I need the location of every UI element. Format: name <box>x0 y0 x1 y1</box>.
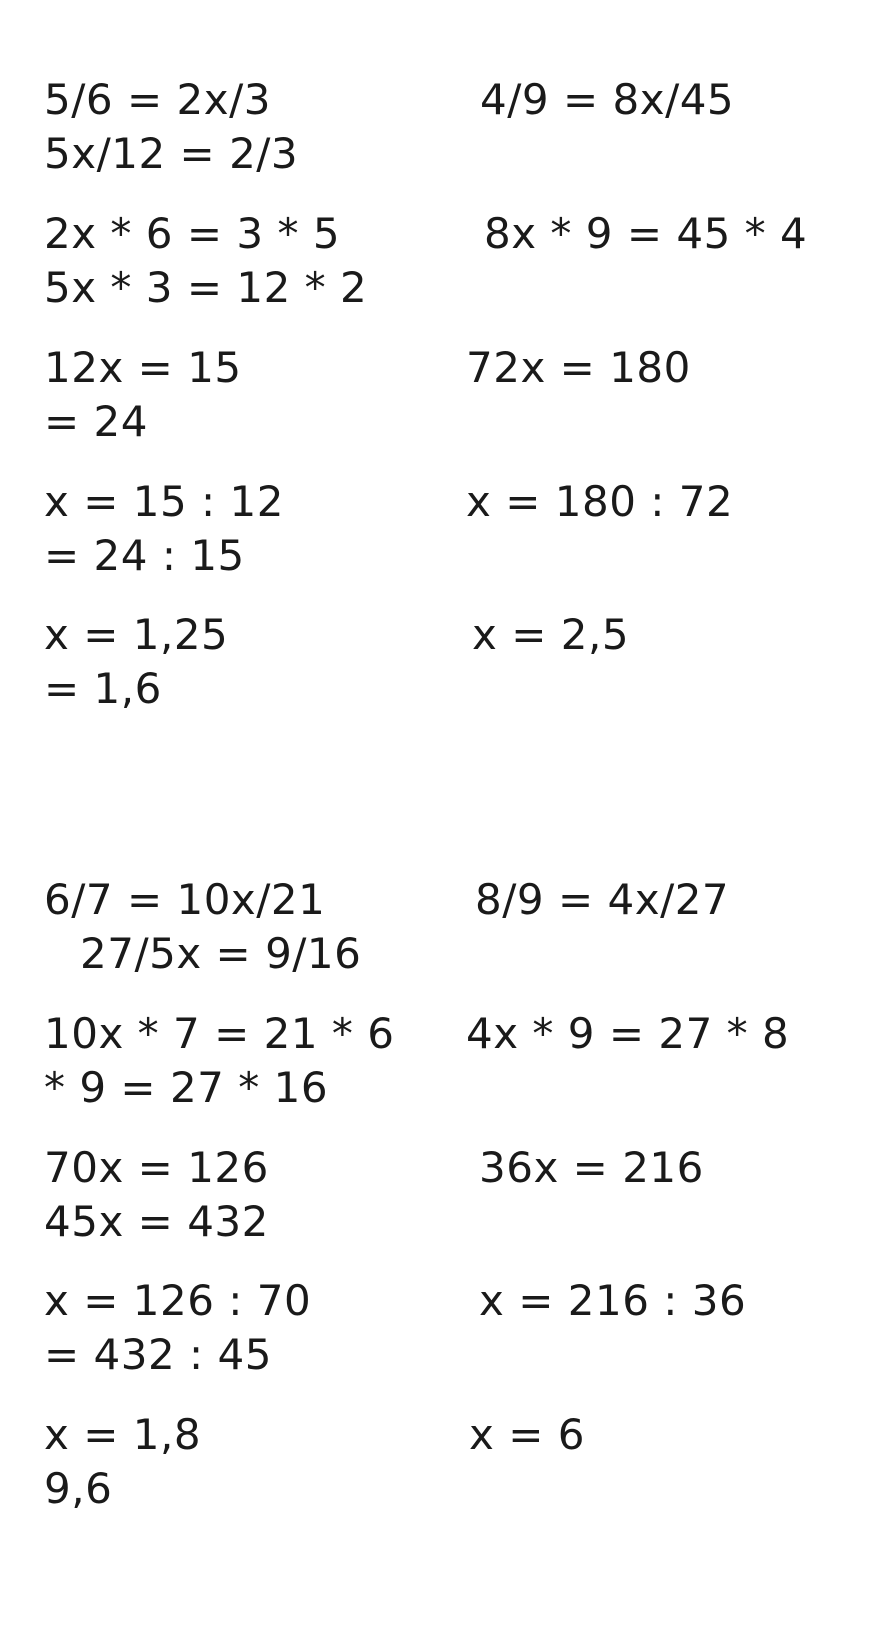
equation-line: 8/9 = 4x/27 <box>475 875 730 924</box>
equation-line: 10x * 7 = 21 * 6 <box>44 1009 395 1058</box>
equation-line: 5/6 = 2x/3 <box>44 75 271 124</box>
equation-line: = 432 : 45 <box>44 1330 273 1379</box>
equation-line: 12x = 15 <box>44 343 242 392</box>
equation-line: 36x = 216 <box>479 1143 704 1192</box>
equation-line: 5x * 3 = 12 * 2 <box>44 263 368 312</box>
equation-line: 8x * 9 = 45 * 4 <box>484 209 808 258</box>
equation-line: 70x = 126 <box>44 1143 269 1192</box>
equation-line: * 9 = 27 * 16 <box>44 1063 329 1112</box>
equation-line: x = 6 <box>469 1410 585 1459</box>
equation-line: x = 126 : 70 <box>44 1276 312 1325</box>
equation-line: x = 180 : 72 <box>466 477 734 526</box>
equation-line: x = 15 : 12 <box>44 477 284 526</box>
equation-line: = 24 <box>44 397 148 446</box>
equation-line: 9,6 <box>44 1464 113 1513</box>
equation-line: 4x * 9 = 27 * 8 <box>466 1009 790 1058</box>
equation-line: 5x/12 = 2/3 <box>44 129 299 178</box>
equation-line: 2x * 6 = 3 * 5 <box>44 209 341 258</box>
equation-line: 27/5x = 9/16 <box>80 929 362 978</box>
equation-line: 72x = 180 <box>466 343 691 392</box>
equation-line: 4/9 = 8x/45 <box>480 75 735 124</box>
equation-line: = 1,6 <box>44 664 162 713</box>
equation-line: 6/7 = 10x/21 <box>44 875 326 924</box>
equation-line: x = 2,5 <box>472 610 630 659</box>
equation-line: x = 1,25 <box>44 610 229 659</box>
equation-line: 45x = 432 <box>44 1197 269 1246</box>
equation-line: = 24 : 15 <box>44 531 245 580</box>
equation-line: x = 216 : 36 <box>479 1276 747 1325</box>
equation-line: x = 1,8 <box>44 1410 202 1459</box>
